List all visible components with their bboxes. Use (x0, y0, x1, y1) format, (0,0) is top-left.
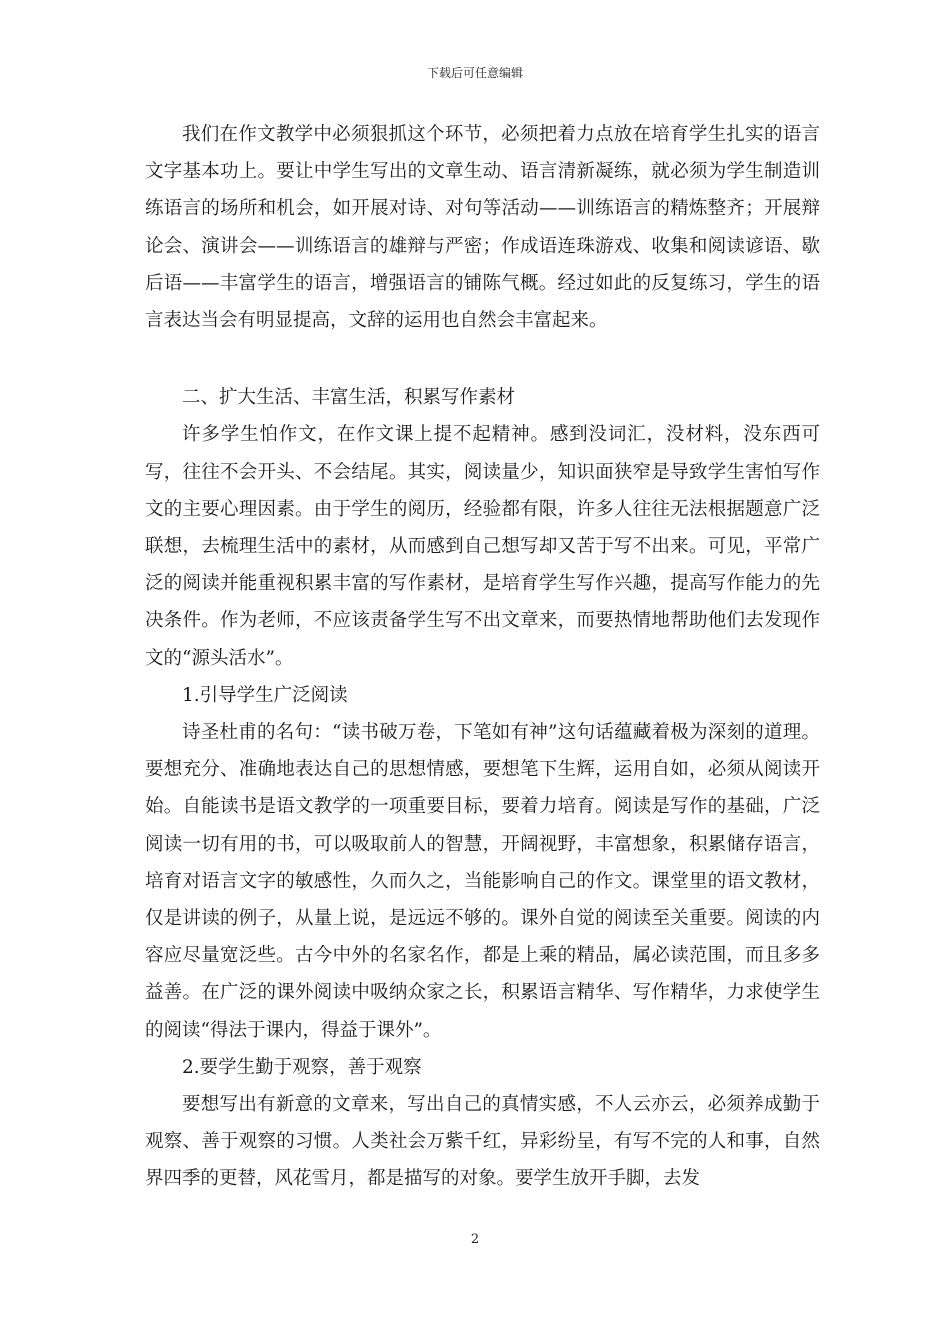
page-header: 下载后可任意编辑 (426, 66, 523, 80)
paragraph-wide-reading: 诗圣杜甫的名句：“读书破万卷，下笔如有神”这句话蕴藏着极为深刻的道理。要想充分、准确地表达自己的思想情感，要想笔下生辉，运用自如，必须从阅读开始。自能读书是语文教学的一项重要目标，要着力培育。阅读是写作的基础，广泛阅读一切有用的书，可以吸取前人的智慧，开阔视野，丰富想象，积累储存语言，培育对语言文字的敏感性，久而久之，当能影响自己的作文。课堂里的语文教材，仅是讲读的例子，从量上说，是远远不够的。课外自觉的阅读至关重要。阅读的内容应尽量宽泛些。古今中外的名家名作，都是上乘的精品，属必读范围，而且多多益善。在广泛的课外阅读中吸纳众家之长，积累语言精华、写作精华，力求使学生的阅读“得法于课内，得益于课外”。 (145, 722, 820, 1041)
page-number: 2 (470, 1232, 480, 1247)
subheading-observation: 2.要学生勤于观察，善于观察 (182, 1056, 422, 1078)
section-heading-two: 二、扩大生活、丰富生活，积累写作素材 (182, 387, 516, 409)
subheading-wide-reading: 1.引导学生广泛阅读 (182, 684, 348, 706)
paragraph-writing-materials: 许多学生怕作文，在作文课上提不起精神。感到没词汇，没材料，没东西可写，往往不会开头、不会结尾。其实，阅读量少，知识面狭窄是导致学生害怕写作文的主要心理因素。由于学生的阅历，经验都有限，许多人往往无法根据题意广泛联想，去梳理生活中的素材，从而感到自己想写却又苦于写不出来。可见，平常广泛的阅读并能重视积累丰富的写作素材，是培育学生写作兴趣，提高写作能力的先决条件。作为老师，不应该责备学生写不出文章来，而要热情地帮助他们去发现作文的“源头活水”。 (145, 424, 820, 669)
paragraph-observation: 要想写出有新意的文章来，写出自己的真情实感，不人云亦云，必须养成勤于观察、善于观察的习惯。人类社会万紫千红，异彩纷呈，有写不完的人和事，自然界四季的更替，风花雪月，都是描写的对象。要学生放开手脚，去发 (145, 1094, 820, 1190)
document-body (145, 116, 820, 1198)
paragraph-language-training: 我们在作文教学中必须狠抓这个环节，必须把着力点放在培育学生扎实的语言文字基本功上。要让中学生写出的文章生动、语言清新凝练，就必须为学生制造训练语言的场所和机会，如开展对诗、对句等活动——训练语言的精炼整齐；开展辩论会、演讲会——训练语言的雄辩与严密；作成语连珠游戏、收集和阅读谚语、歇后语——丰富学生的语言，增强语言的铺陈气概。经过如此的反复练习，学生的语言表达当会有明显提高，文辞的运用也自然会丰富起来。 (145, 124, 820, 332)
paragraph-gap (145, 339, 820, 379)
